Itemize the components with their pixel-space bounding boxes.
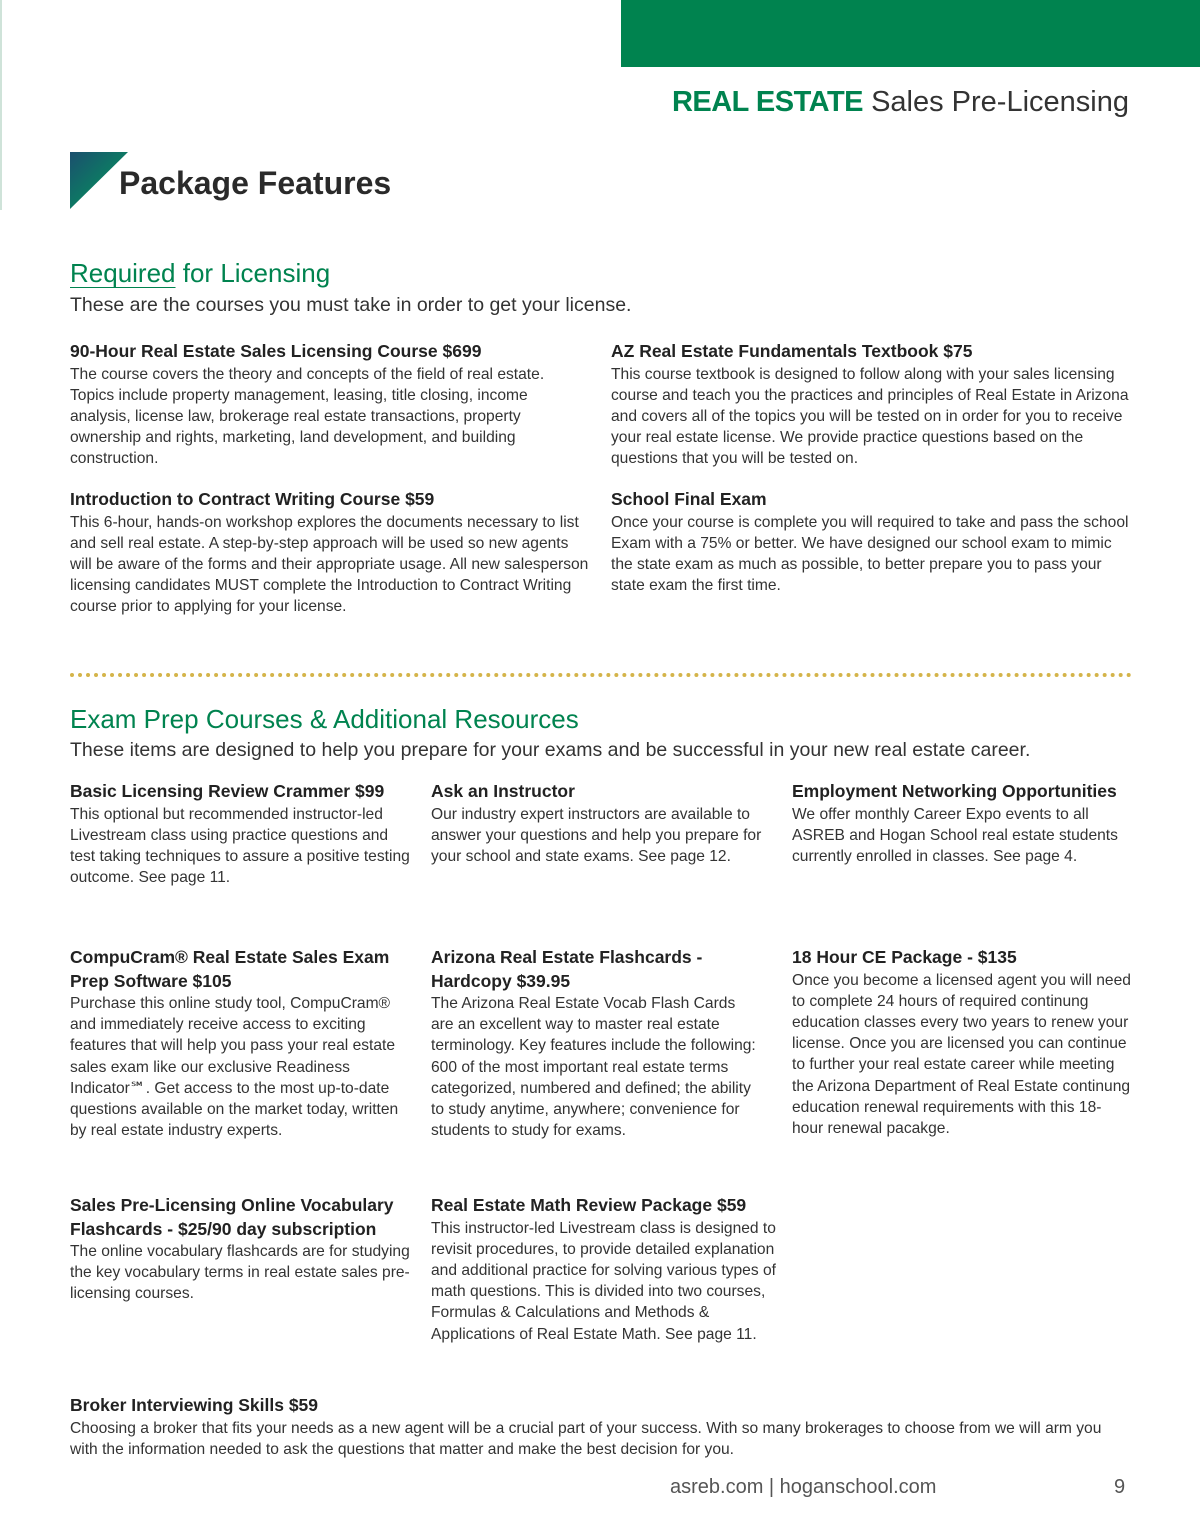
- course-item: [70, 488, 592, 618]
- resource-description: The online vocabulary flashcards are for studying the key vocabulary terms in real estate sales pre-licensing courses.: [70, 1243, 410, 1303]
- resource-description: Our industry expert instructors are available to answer your questions and help you prepare for your school and state exams. See page 12.: [431, 805, 762, 865]
- resource-title: CompuCram® Real Estate Sales Exam Prep Software $105: [70, 947, 390, 991]
- resource-title: 18 Hour CE Package - $135: [792, 947, 1017, 967]
- header-title-strong: REAL ESTATE: [671, 86, 864, 118]
- document-header-title: [672, 86, 1129, 119]
- course-description: This 6-hour, hands-on workshop explores the documents necessary to list and sell real estate. A step-by-step approach will be used so new agents will be aware of the forms and their appropriate usage. All new salesperson licensing candidates MUST complete the Introduction to Contract Writing course prior to applying for your license.: [70, 513, 589, 616]
- resource-item: [431, 1194, 776, 1345]
- section-title-exam-prep: Exam Prep Courses & Additional Resources: [70, 704, 579, 734]
- resource-description: This optional but recommended instructor-led Livestream class using practice questions and test taking techniques to assure a positive testing outcome. See page 11.: [70, 805, 410, 887]
- course-item: [611, 488, 1133, 596]
- page-heading: [70, 150, 550, 212]
- resource-item: [431, 780, 776, 867]
- resource-description: This instructor-led Livestream class is designed to revisit procedures, to provide detailed explanation and additional practice for solving various types of math questions. This is divided into two courses, Formulas & Calculations and Methods & Applications of Real Estate Math. See page 11.: [431, 1219, 776, 1343]
- resource-item: [70, 1194, 410, 1305]
- page-title: Package Features: [119, 165, 392, 201]
- course-title: AZ Real Estate Fundamentals Textbook $75: [611, 341, 973, 361]
- resource-title: Arizona Real Estate Flashcards - Hardcopy $39.95: [431, 947, 703, 991]
- resource-title: Ask an Instructor: [431, 781, 575, 801]
- course-item: [611, 340, 1133, 470]
- resource-description: We offer monthly Career Expo events to all ASREB and Hogan School real estate students currently enrolled in classes. See page 4.: [792, 805, 1118, 865]
- resource-title: Real Estate Math Review Package $59: [431, 1195, 747, 1215]
- section-title-required-rest: for Licensing: [182, 258, 331, 288]
- header-accent-bar: [621, 0, 1200, 67]
- course-description: This course textbook is designed to follow along with your sales licensing course and teach you the practices and principles of Real Estate in Arizona and covers all of the topics you will be tested on in order for you to receive your real estate license. We provide practice questions based on the questions that you will be tested on.: [611, 365, 1129, 468]
- section-title-required-underlined: Required: [70, 258, 176, 288]
- section-divider: [70, 673, 1132, 677]
- resource-title: Employment Networking Opportunities: [792, 781, 1117, 801]
- footer-website: asreb.com | hoganschool.com: [670, 1476, 937, 1498]
- resource-description: Once you become a licensed agent you will need to complete 24 hours of required continung education classes every two years to renew your license. Once you are licensed you can continue to further your real estate career while meeting the Arizona Department of Real Estate continung education renewal requirements with this 18-hour renewal pacakge.: [792, 971, 1131, 1137]
- resource-item: [792, 780, 1132, 867]
- course-description: Once your course is complete you will required to take and pass the school Exam with a 75% or better. We have designed our school exam to mimic the state exam as much as possible, to better prepare you to pass your state exam the first time.: [611, 513, 1129, 595]
- resource-item: [792, 946, 1132, 1139]
- course-title: School Final Exam: [611, 489, 767, 509]
- resource-description: Choosing a broker that fits your needs as a new agent will be a crucial part of your success. With so many brokerages to choose from we will arm you with the information needed to ask the questions that matter and make the best decision for you.: [70, 1419, 1102, 1458]
- section-subtitle-exam-prep: These items are designed to help you prepare for your exams and be successful in your new real estate career.: [70, 739, 1031, 761]
- resource-item: [431, 946, 761, 1141]
- course-title: Introduction to Contract Writing Course $59: [70, 489, 435, 509]
- page-number: 9: [1114, 1476, 1126, 1498]
- resource-item: [70, 946, 410, 1141]
- resource-item: [70, 780, 410, 888]
- resource-item: [70, 1394, 1132, 1460]
- resource-description: Purchase this online study tool, CompuCram® and immediately receive access to exciting features that will help you pass your real estate sales exam like our exclusive Readiness Indicator℠. Get access to the most up-to-date questions available on the market today, written by real estate industry experts.: [70, 995, 399, 1140]
- section-subtitle-required: These are the courses you must take in order to get your license.: [70, 294, 632, 316]
- course-item: [70, 340, 592, 470]
- course-description: The course covers the theory and concepts of the field of real estate. Topics include property management, leasing, title closing, income analysis, license law, brokerage real estate transactions, property ownership and rights, marketing, land development, and building construction.: [70, 365, 545, 468]
- left-edge-rule: [0, 0, 2, 210]
- resource-description: The Arizona Real Estate Vocab Flash Cards are an excellent way to master real estate terminology. Key features include the following: 600 of the most important real estate terms categorized, numbered and defined; the ability to study anytime, anywhere; convenience for students to study for exams.: [431, 995, 756, 1140]
- header-title-rest: Sales Pre-Licensing: [871, 86, 1129, 118]
- resource-title: Sales Pre-Licensing Online Vocabulary Flashcards - $25/90 day subscription: [70, 1195, 394, 1239]
- section-title-required: [70, 258, 330, 289]
- resource-title: Basic Licensing Review Crammer $99: [70, 781, 385, 801]
- course-title: 90-Hour Real Estate Sales Licensing Course $699: [70, 341, 482, 361]
- resource-title: Broker Interviewing Skills $59: [70, 1395, 319, 1415]
